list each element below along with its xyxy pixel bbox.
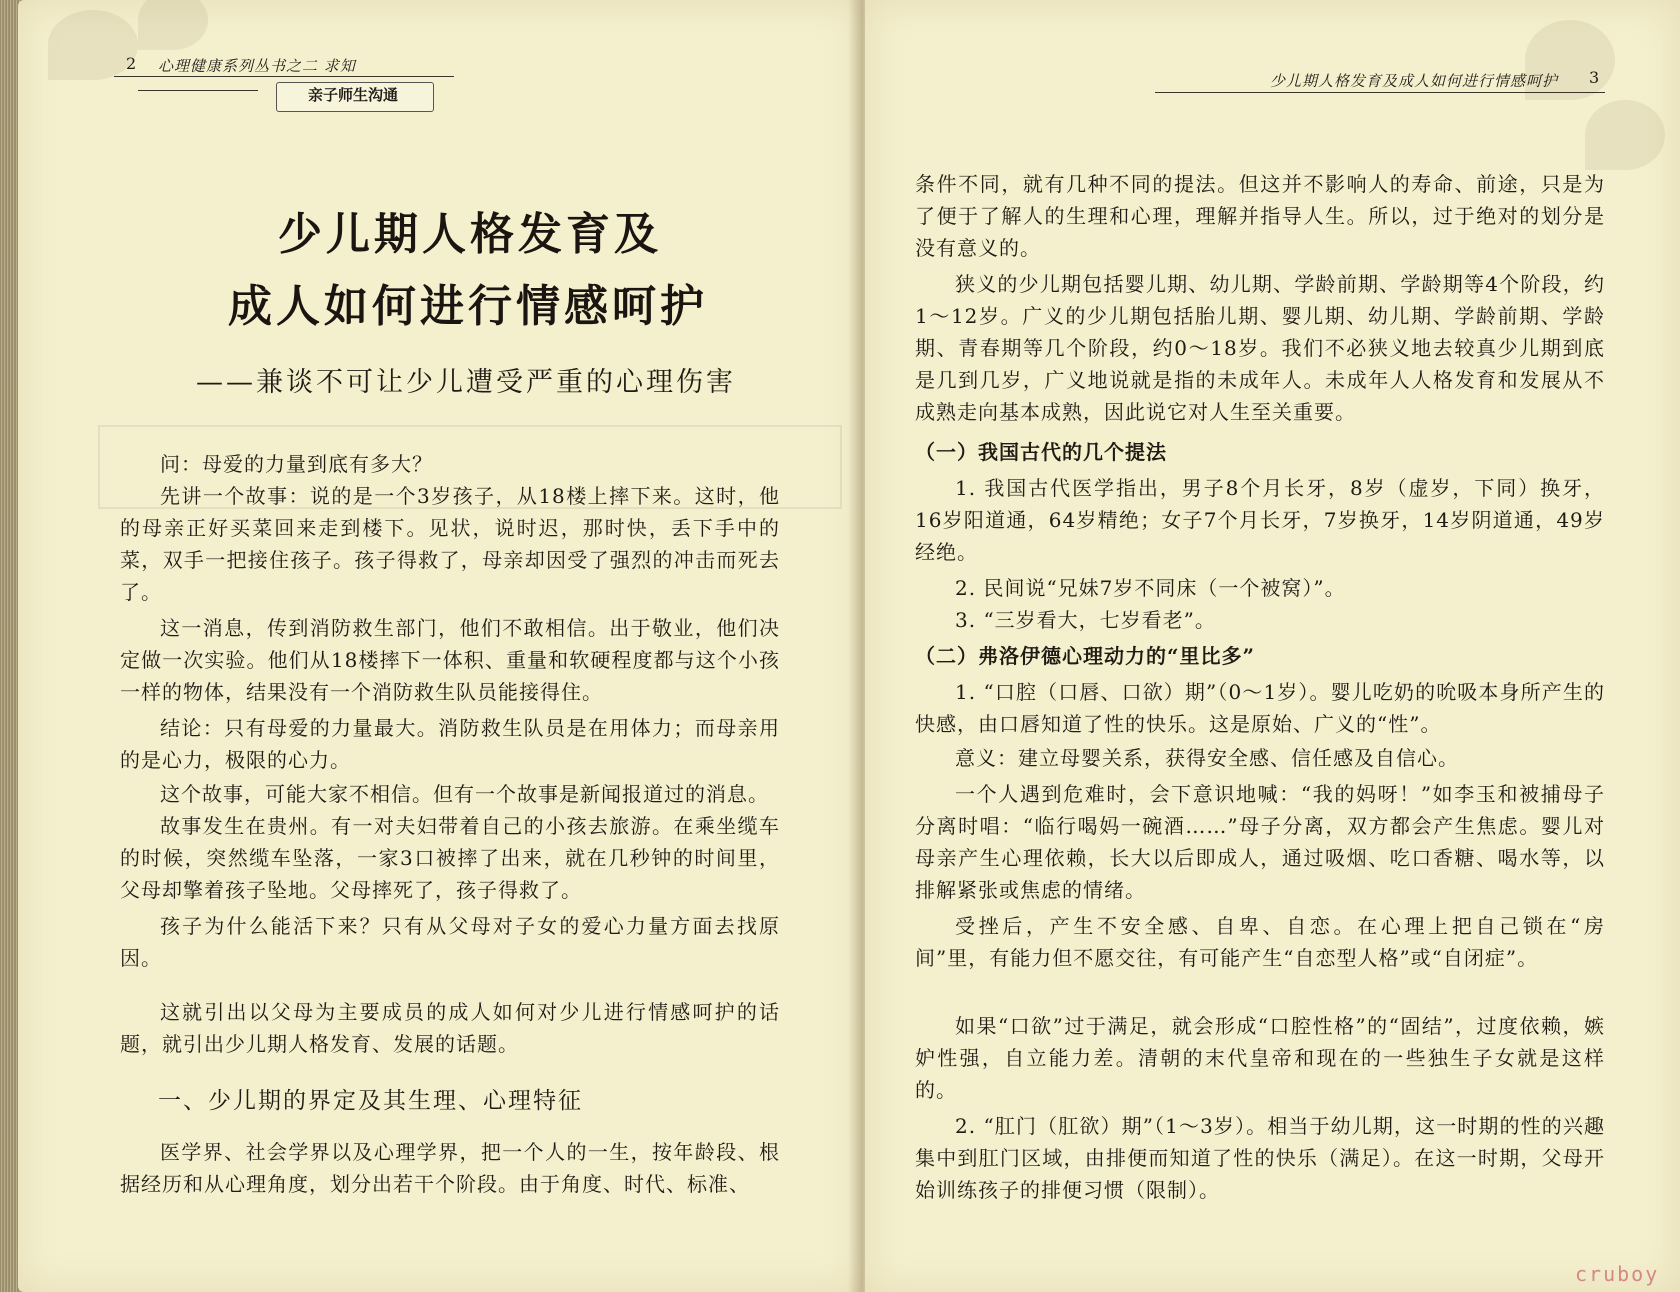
chapter-title-line2: 成人如何进行情感呵护 bbox=[228, 281, 708, 332]
chapter-subtitle: ——兼谈不可让少儿遭受严重的心理伤害 bbox=[196, 367, 736, 398]
paragraph: 故事发生在贵州。有一对夫妇带着自己的小孩去旅游。在乘坐缆车的时候，突然缆车坠落，一家3口被摔了出来，就在几秒钟的时间里，父母却擎着孩子坠地。父母摔死了，孩子得救了。 bbox=[120, 814, 780, 902]
paragraph: 先讲一个故事：说的是一个3岁孩子，从18楼上摔下来。这时，他的母亲正好买菜回来走到楼下。见状，说时迟，那时快，丢下手中的菜，双手一把接住孩子。孩子得救了，母亲却因受了强烈的冲击而死去了。 bbox=[120, 484, 780, 604]
paragraph: 结论：只有母爱的力量最大。消防救生队员是在用体力；而母亲用的是心力，极限的心力。 bbox=[120, 716, 780, 772]
header-rule bbox=[114, 76, 454, 77]
leaf-decoration bbox=[1585, 100, 1665, 170]
paragraph: 这就引出以父母为主要成员的成人如何对少儿进行情感呵护的话题，就引出少儿期人格发育、发展的话题。 bbox=[120, 1000, 780, 1056]
header-rule bbox=[1155, 92, 1605, 93]
paragraph: 这个故事，可能大家不相信。但有一个故事是新闻报道过的消息。 bbox=[160, 782, 769, 806]
header-rule bbox=[138, 90, 258, 91]
logo-text: 亲子师生沟通 bbox=[308, 86, 399, 104]
subsection-heading: （二）弗洛伊德心理动力的“里比多” bbox=[915, 644, 1256, 668]
leaf-decoration bbox=[138, 0, 208, 50]
paragraph: 受挫后，产生不安全感、自卑、自恋。在心理上把自己锁在“房间”里，有能力但不愿交往，有可能产生“自恋型人格”或“自闭症”。 bbox=[915, 914, 1605, 970]
paragraph: 医学界、社会学界以及心理学界，把一个人的一生，按年龄段、根据经历和从心理角度，划分出若干个阶段。由于角度、时代、标准、 bbox=[120, 1140, 780, 1196]
paragraph: 2. “肛门（肛欲）期”（1～3岁）。相当于幼儿期，这一时期的性的兴趣集中到肛门区域，由排便而知道了性的快乐（满足）。在这一时期，父母开始训练孩子的排便习惯（限制）。 bbox=[915, 1114, 1605, 1202]
paragraph: 1. 我国古代医学指出，男子8个月长牙，8岁（虚岁，下同）换牙，16岁阳道通，64岁精绝；女子7个月长牙，7岁换牙，14岁阴道通，49岁经绝。 bbox=[915, 476, 1605, 564]
paragraph: 条件不同，就有几种不同的提法。但这并不影响人的寿命、前途，只是为了便于了解人的生理和心理，理解并指导人生。所以，过于绝对的划分是没有意义的。 bbox=[915, 172, 1605, 260]
running-head: 心理健康系列丛书之二 求知 bbox=[158, 57, 356, 75]
paragraph: 狭义的少儿期包括婴儿期、幼儿期、学龄前期、学龄期等4个阶段，约1～12岁。广义的少儿期包括胎儿期、婴儿期、幼儿期、学龄前期、学龄期、青春期等几个阶段，约0～18岁。我们不必狭义地去较真少儿期到底是几到几岁，广义地说就是指的未成年人。未成年人人格发育和发展从不成熟走向基本成熟，因此说它对人生至关重要。 bbox=[915, 272, 1605, 424]
subsection-heading: （一）我国古代的几个提法 bbox=[915, 440, 1167, 464]
paragraph: 3. “三岁看大，七岁看老”。 bbox=[955, 608, 1216, 632]
page-number: 2 bbox=[126, 54, 137, 73]
paragraph: 一个人遇到危难时，会下意识地喊：“我的妈呀！”如李玉和被捕母子分离时唱：“临行喝妈一碗酒……”母子分离，双方都会产生焦虑。婴儿对母亲产生心理依赖，长大以后即成人，通过吸烟、吃口香糖、喝水等，以排解紧张或焦虑的情绪。 bbox=[915, 782, 1605, 902]
left-page bbox=[18, 0, 863, 1292]
page-number: 3 bbox=[1589, 68, 1600, 87]
paragraph: 问：母爱的力量到底有多大？ bbox=[160, 452, 433, 476]
section-heading: 一、少儿期的界定及其生理、心理特征 bbox=[158, 1088, 583, 1114]
paragraph: 孩子为什么能活下来？只有从父母对子女的爱心力量方面去找原因。 bbox=[120, 914, 780, 970]
chapter-title-line1: 少儿期人格发育及 bbox=[278, 209, 662, 260]
paragraph: 2. 民间说“兄妹7岁不同床（一个被窝）”。 bbox=[955, 576, 1346, 600]
leaf-decoration bbox=[48, 10, 138, 80]
running-head: 少儿期人格发育及成人如何进行情感呵护 bbox=[1270, 72, 1559, 90]
right-page bbox=[865, 0, 1680, 1292]
paragraph: 1. “口腔（口唇、口欲）期”（0～1岁）。婴儿吃奶的吮吸本身所产生的快感，由口唇知道了性的快乐。这是原始、广义的“性”。 bbox=[915, 680, 1605, 736]
watermark-text: cruboy bbox=[1575, 1262, 1660, 1286]
paragraph: 这一消息，传到消防救生部门，他们不敢相信。出于敬业，他们决定做一次实验。他们从18楼摔下一体积、重量和软硬程度都与这个小孩一样的物体，结果没有一个消防救生队员能接得住。 bbox=[120, 616, 780, 704]
paragraph: 如果“口欲”过于满足，就会形成“口腔性格”的“固结”，过度依赖，嫉妒性强，自立能力差。清朝的末代皇帝和现在的一些独生子女就是这样的。 bbox=[915, 1014, 1605, 1102]
paragraph: 意义：建立母婴关系，获得安全感、信任感及自信心。 bbox=[955, 746, 1459, 770]
